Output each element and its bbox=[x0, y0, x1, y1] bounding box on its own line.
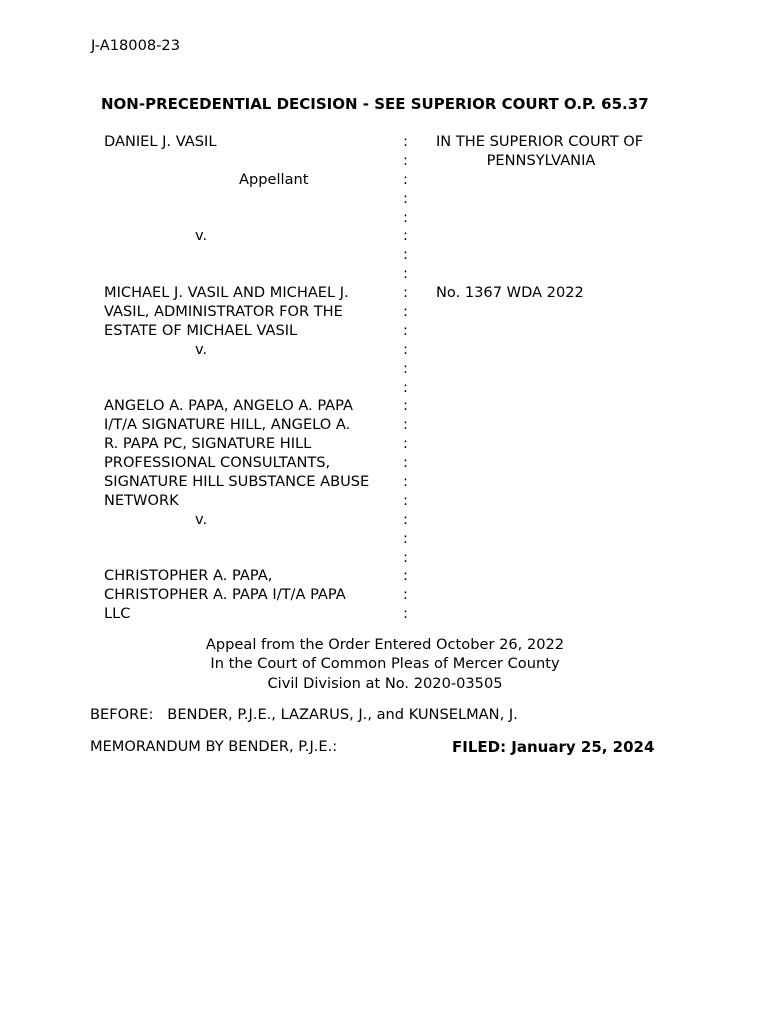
caption-colon: : bbox=[403, 151, 408, 169]
caption-colon: : bbox=[403, 491, 408, 509]
appeal-line-2: In the Court of Common Pleas of Mercer County bbox=[210, 655, 560, 673]
caption-party-line bbox=[104, 246, 404, 265]
docket-id: J-A18008-23 bbox=[91, 37, 180, 54]
caption-colon: : bbox=[403, 303, 408, 321]
caption-colon: : bbox=[403, 359, 408, 377]
caption-party-line bbox=[104, 379, 404, 398]
court-name-line-2: PENNSYLVANIA bbox=[486, 151, 596, 169]
caption-party-line: I/T/A SIGNATURE HILL, ANGELO A. bbox=[104, 416, 351, 434]
caption-party-line: VASIL, ADMINISTRATOR FOR THE bbox=[104, 303, 343, 321]
caption-party-line: ESTATE OF MICHAEL VASIL bbox=[104, 321, 298, 339]
caption-colon: : bbox=[403, 133, 408, 150]
caption-colon: : bbox=[403, 284, 408, 302]
caption-colon: : bbox=[403, 548, 408, 566]
caption-party-line: DANIEL J. VASIL bbox=[104, 133, 217, 150]
caption-party-line: LLC bbox=[104, 605, 131, 623]
appeal-info bbox=[0, 635, 770, 693]
decision-header: NON-PRECEDENTIAL DECISION - SEE SUPERIOR COURT O.P. 65.37 bbox=[101, 95, 649, 113]
caption-party-line: SIGNATURE HILL SUBSTANCE ABUSE bbox=[104, 473, 370, 491]
caption-party-line bbox=[104, 152, 404, 171]
caption-party-line: v. bbox=[195, 510, 208, 528]
caption-party-line: R. PAPA PC, SIGNATURE HILL bbox=[104, 435, 312, 453]
caption-party-line bbox=[104, 360, 404, 379]
caption-colon: : bbox=[403, 246, 408, 264]
caption-colon: : bbox=[403, 416, 408, 434]
caption-colon: : bbox=[403, 208, 408, 226]
caption-colon: : bbox=[403, 170, 408, 188]
caption-party-line: CHRISTOPHER A. PAPA, bbox=[104, 567, 273, 585]
caption-parties bbox=[104, 133, 404, 624]
appeal-line-1: Appeal from the Order Entered October 26, 2022 bbox=[205, 636, 565, 653]
caption-colon: : bbox=[403, 378, 408, 396]
caption-party-line: NETWORK bbox=[104, 491, 179, 509]
filed-date: FILED: January 25, 2024 bbox=[452, 738, 655, 756]
caption-colon: : bbox=[403, 435, 408, 453]
caption-party-line: PROFESSIONAL CONSULTANTS, bbox=[104, 454, 331, 472]
court-name-line-1: IN THE SUPERIOR COURT OF bbox=[436, 133, 644, 150]
caption-party-line bbox=[104, 549, 404, 568]
caption-colon: : bbox=[403, 473, 408, 491]
caption-colon: : bbox=[403, 454, 408, 472]
caption-party-line: MICHAEL J. VASIL AND MICHAEL J. bbox=[104, 284, 349, 302]
caption-colon-column bbox=[403, 133, 413, 624]
caption-colon: : bbox=[403, 340, 408, 358]
memorandum-author: MEMORANDUM BY BENDER, P.J.E.: bbox=[90, 738, 338, 755]
caption-court bbox=[436, 133, 676, 303]
caption-party-line: ANGELO A. PAPA, ANGELO A. PAPA bbox=[104, 397, 354, 415]
caption-colon: : bbox=[403, 265, 408, 283]
caption-colon: : bbox=[403, 586, 408, 604]
docket-number: No. 1367 WDA 2022 bbox=[436, 284, 584, 302]
caption-party-line bbox=[104, 530, 404, 549]
caption-colon: : bbox=[403, 321, 408, 339]
caption-colon: : bbox=[403, 397, 408, 415]
caption-party-line: CHRISTOPHER A. PAPA I/T/A PAPA bbox=[104, 586, 346, 604]
caption-party-line bbox=[104, 265, 404, 284]
before-panel: BEFORE: BENDER, P.J.E., LAZARUS, J., and KUNSELMAN, J. bbox=[90, 706, 518, 723]
caption-colon: : bbox=[403, 227, 408, 245]
caption-party-line bbox=[104, 190, 404, 209]
caption-colon: : bbox=[403, 510, 408, 528]
caption-party-line: Appellant bbox=[239, 170, 309, 188]
caption-party-line: v. bbox=[195, 227, 208, 245]
caption-party-line bbox=[104, 209, 404, 228]
caption-colon: : bbox=[403, 189, 408, 207]
caption-colon: : bbox=[403, 605, 408, 623]
caption-colon: : bbox=[403, 529, 408, 547]
caption-colon: : bbox=[403, 567, 408, 585]
caption-party-line: v. bbox=[195, 340, 208, 358]
appeal-line-3: Civil Division at No. 2020-03505 bbox=[267, 674, 503, 692]
